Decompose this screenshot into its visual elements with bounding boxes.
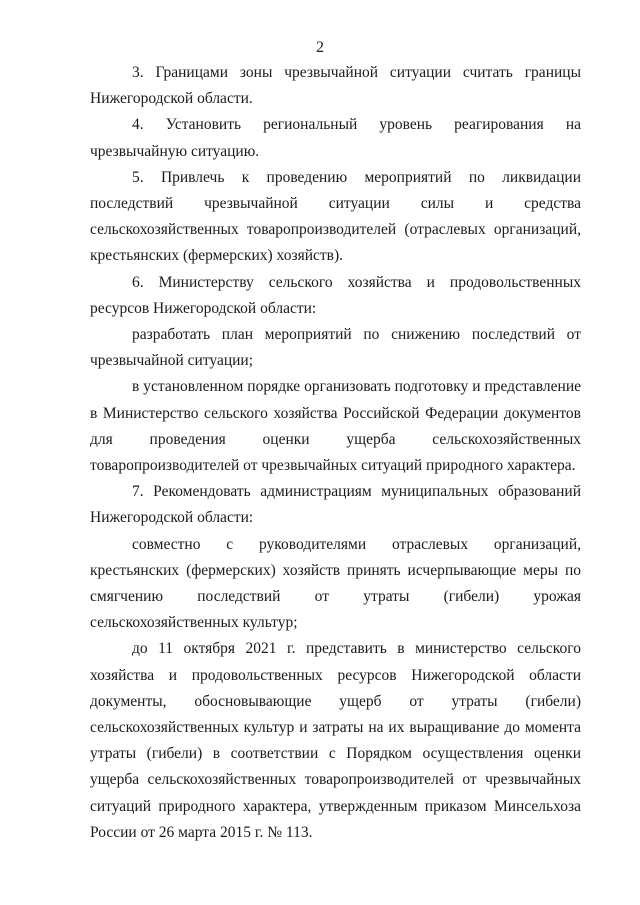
page-number: 2 [316, 39, 324, 56]
paragraph-3-zone-boundaries: 3. Границами зоны чрезвычайной ситуации считать границы Нижегородской области. [90, 64, 581, 108]
paragraph-4-response-level: 4. Установить региональный уровень реагирования на чрезвычайную ситуацию. [90, 116, 581, 160]
paragraph-7-recommend-administrations: 7. Рекомендовать администрациям муниципальных образований Нижегородской области: [90, 483, 581, 527]
paragraph-6-ministry-instruction: 6. Министерству сельского хозяйства и продовольственных ресурсов Нижегородской области: [90, 273, 581, 317]
paragraph-7-mitigation-measures: совместно с руководителями отраслевых организаций, крестьянских (фермерских) хозяйств принять исчерпывающие меры по смягчению последствий от утраты (гибели) урожая сельскохозяйственных культур; [90, 535, 581, 632]
document-body [90, 60, 581, 846]
paragraph-6-prepare-documents: в установленном порядке организовать подготовку и представление в Министерство сельского хозяйства Российской Федерации документов для проведения оценки ущерба сельскохозяйственных товаропроизводителей от чрезвычайных ситуаций природного характера. [90, 378, 581, 475]
paragraph-5-involve-forces: 5. Привлечь к проведению мероприятий по ликвидации последствий чрезвычайной ситуации силы и средства сельскохозяйственных товаропроизводителей (отраслевых организаций, крестьянских (фермерских) хозяйств). [90, 168, 581, 265]
paragraph-7-submit-documents: до 11 октября 2021 г. представить в министерство сельского хозяйства и продовольственных ресурсов Нижегородской области документы, обосновывающие ущерб от утраты (гибели) сельскохозяйственных культур и затраты на их выращивание до момента утраты (гибели) в соответствии с Порядком осуществления оценки ущерба сельскохозяйственных товаропроизводителей от чрезвычайных ситуаций природного характера, утвержденным приказом Минсельхоза России от 26 марта 2015 г. № 113. [90, 640, 581, 841]
paragraph-6-plan-measures: разработать план мероприятий по снижению последствий от чрезвычайной ситуации; [90, 326, 581, 370]
